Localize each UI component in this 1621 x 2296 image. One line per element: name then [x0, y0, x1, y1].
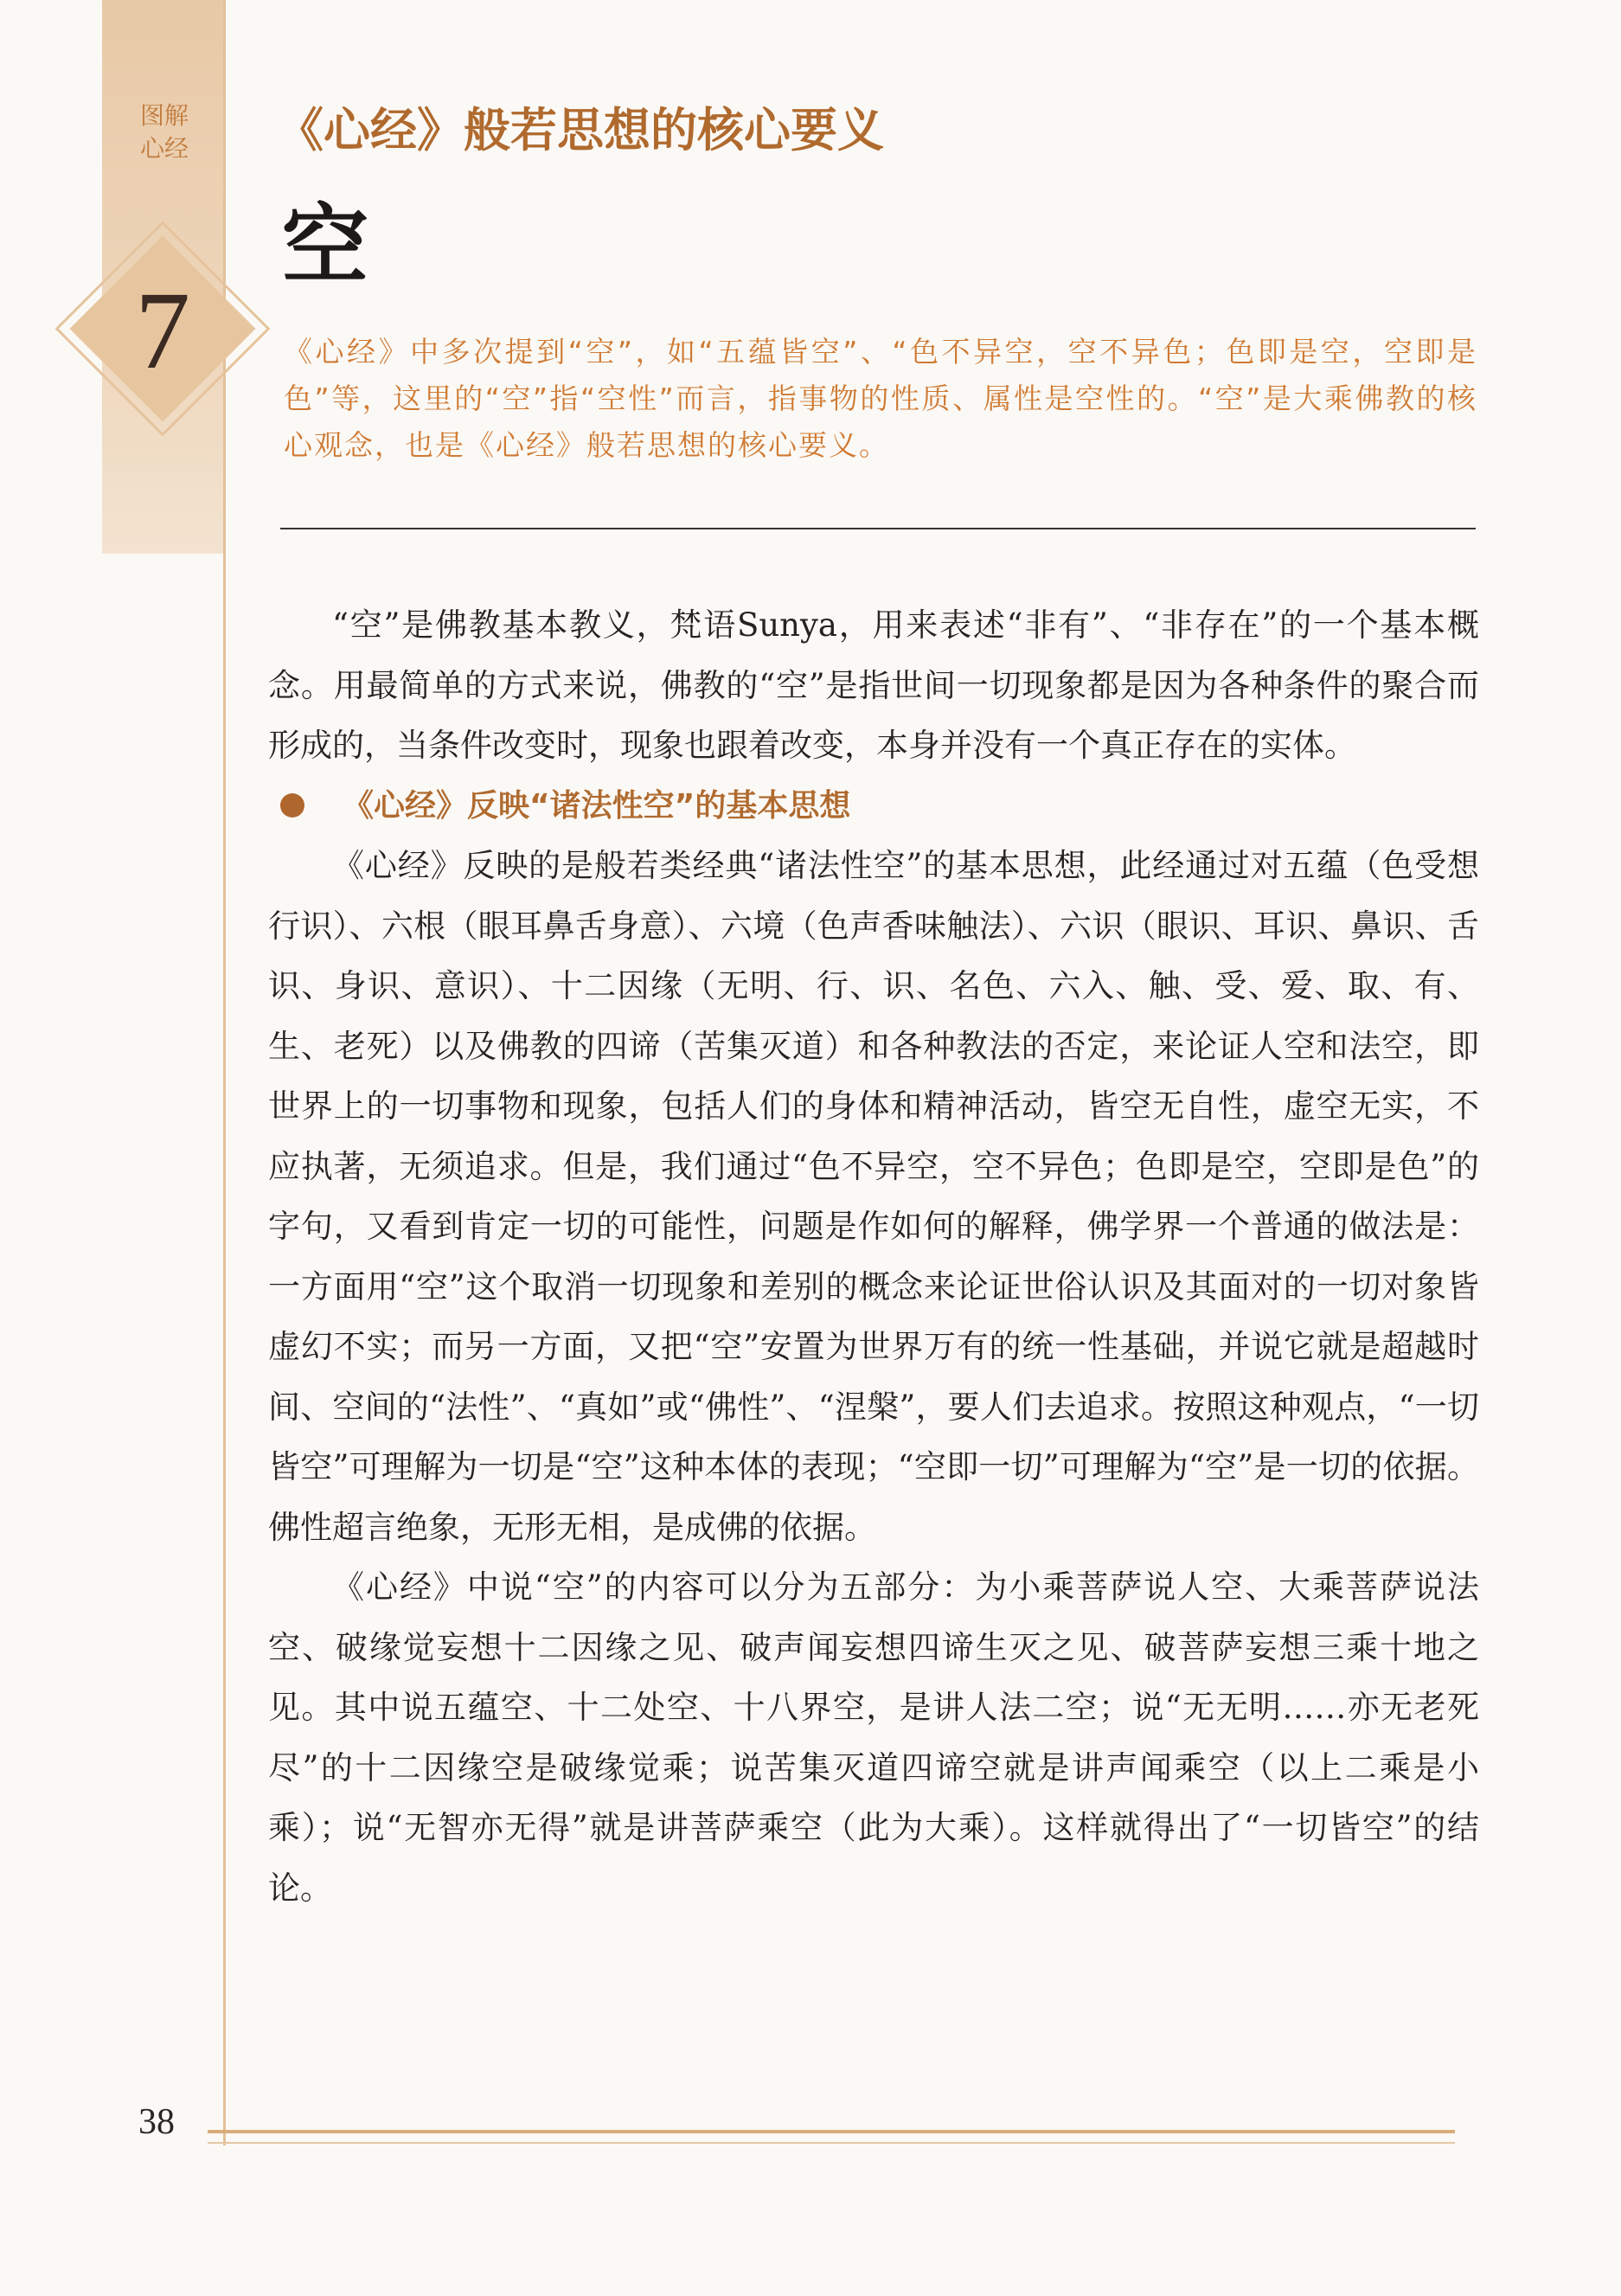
footer-rule: [208, 2130, 1455, 2133]
body-text: [268, 595, 1479, 1918]
paragraph-2: 《心经》反映的是般若类经典“诸法性空”的基本思想，此经通过对五蕴（色受想行识）、六根（眼耳鼻舌身意）、六境（色声香味触法）、六识（眼识、耳识、鼻识、舌识、身识、意识）、十二因缘（无明、行、识、名色、六入、触、受、爱、取、有、生、老死）以及佛教的四谛（苦集灭道）和各种教法的否定，来论证人空和法空，即世界上的一切事物和现象，包括人们的身体和精神活动，皆空无自性，虚空无实，不应执著，无须追求。但是，我们通过“色不异空，空不异色；色即是空，空即是色”的字句，又看到肯定一切的可能性，问题是作如何的解释，佛学界一个普通的做法是：一方面用“空”这个取消一切现象和差别的概念来论证世俗认识及其面对的一切对象皆虚幻不实；而另一方面，又把“空”安置为世界万有的统一性基础，并说它就是超越时间、空间的“法性”、“真如”或“佛性”、“涅槃”，要人们去追求。按照这种观点，“一切皆空”可理解为一切是“空”这种本体的表现；“空即一切”可理解为“空”是一切的依据。佛性超言绝象，无形无相，是成佛的依据。: [268, 847, 1479, 1546]
bullet-icon: [280, 793, 304, 818]
subheading-text: 《心经》反映“诸法性空”的基本思想: [343, 787, 851, 824]
paragraph-1: “空”是佛教基本教义，梵语Sunya，用来表述“非有”、“非存在”的一个基本概念。用最简单的方式来说，佛教的“空”是指世间一切现象都是因为各种条件的聚合而形成的，当条件改变时，现象也跟着改变，本身并没有一个真正存在的实体。: [268, 606, 1479, 764]
paragraph-3: 《心经》中说“空”的内容可以分为五部分：为小乘菩萨说人空、大乘菩萨说法空、破缘觉妄想十二因缘之见、破声闻妄想四谛生灭之见、破菩萨妄想三乘十地之见。其中说五蕴空、十二处空、十八界空，是讲人法二空；说“无无明……亦无老死尽”的十二因缘空是破缘觉乘；说苦集灭道四谛空就是讲声闻乘空（以上二乘是小乘）；说“无智亦无得”就是讲菩萨乘空（此为大乘）。这样就得出了“一切皆空”的结论。: [268, 1568, 1479, 1907]
book-title-vertical: 图解心经: [139, 101, 189, 163]
chapter-number: 7: [135, 269, 190, 392]
subheading: [268, 776, 1479, 837]
intro-paragraph: 《心经》中多次提到“空”，如“五蕴皆空”、“色不异空，空不异色；色即是空，空即是色”等，这里的“空”指“空性”而言，指事物的性质、属性是空性的。“空”是大乘佛教的核心观念，也是《心经》般若思想的核心要义。: [284, 335, 1477, 462]
page-number: 38: [138, 2102, 175, 2142]
divider: [280, 528, 1476, 529]
page-title: 空: [282, 194, 368, 296]
footer-rule-thin: [208, 2142, 1455, 2144]
section-title: 《心经》般若思想的核心要义: [277, 102, 884, 157]
